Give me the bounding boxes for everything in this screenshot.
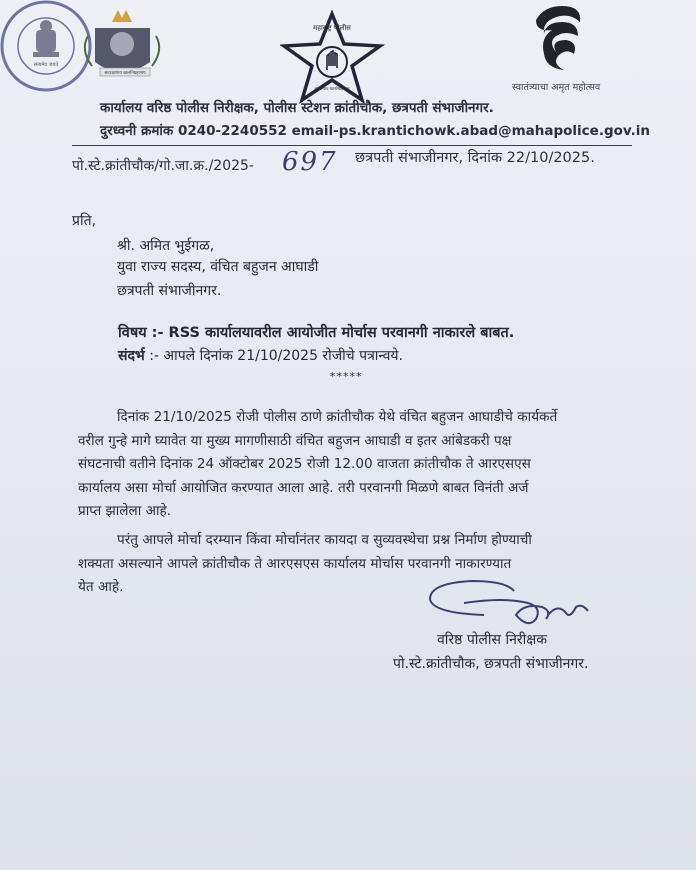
body-paragraph-1-line-3: संघटनाची वतीने दिनांक 24 ऑक्टोबर 2025 रोजी 12.00 वाजता क्रांतीचौक ते आरएसएस <box>78 456 531 472</box>
maharashtra-police-star-icon <box>280 10 385 105</box>
recipient-city: छत्रपती संभाजीनगर. <box>117 283 222 299</box>
svg-text:सद्रक्षणाय खलनिग्रहणाय: सद्रक्षणाय खलनिग्रहणाय <box>314 86 350 91</box>
signatory-station: पो.स्टे.क्रांतीचौक, छत्रपती संभाजीनगर. <box>393 656 589 672</box>
signatory-title: वरिष्ठ पोलीस निरीक्षक <box>437 632 547 648</box>
outward-number-handwritten: 697 <box>282 147 338 177</box>
azadi-amrit-mahotsav-logo <box>522 2 596 74</box>
amrit-mahotsav-caption: स्वातंत्र्याचा अमृत महोत्सव <box>512 82 601 93</box>
handwritten-signature <box>424 575 594 635</box>
subject-line <box>118 322 514 342</box>
place-and-date: छत्रपती संभाजीनगर, दिनांक 22/10/2025. <box>355 150 595 166</box>
reference-text: :- आपले दिनांक 21/10/2025 रोजीचे पत्रान्वये. <box>149 348 403 364</box>
reference-label: संदर्भ <box>118 348 145 364</box>
office-address-line: कार्यालय वरिष्ठ पोलीस निरीक्षक, पोलीस स्टेशन क्रांतीचौक, छत्रपती संभाजीनगर. <box>100 100 494 116</box>
svg-text:सदरक्षणाय खलनिग्रहणाय: सदरक्षणाय खलनिग्रहणाय <box>104 71 146 76</box>
body-paragraph-1-line-2: वरील गुन्हे मागे घ्यावेत या मुख्य मागणीसाठी वंचित बहुजन आघाडी व इतर आंबेडकरी पक्ष <box>78 433 512 449</box>
outward-reference-prefix: पो.स्टे.क्रांतीचौक/गो.जा.क्र./2025- <box>72 158 254 174</box>
body-paragraph-2-line-3: येत आहे. <box>78 579 124 595</box>
body-paragraph-1-line-1: दिनांक 21/10/2025 रोजी पोलीस ठाणे क्रांतीचौक येथे वंचित बहुजन आघाडीचे कार्यकर्ते <box>117 409 558 425</box>
police-station-seal-logo <box>0 0 175 110</box>
body-paragraph-2-line-1: परंतु आपले मोर्चा दरम्यान किंवा मोर्चानंतर कायदा व सुव्यवस्थेचा प्रश्न निर्माण होण्याची <box>117 532 532 548</box>
recipient-designation: युवा राज्य सदस्य, वंचित बहुजन आघाडी <box>117 259 319 275</box>
contact-line: दुरध्वनी क्रमांक 0240-2240552 email-ps.krantichowk.abad@mahapolice.gov.in <box>100 123 650 139</box>
subject-label: विषय <box>118 325 147 341</box>
svg-text:सत्यमेव जयते: सत्यमेव जयते <box>33 62 59 68</box>
reference-line <box>118 346 403 365</box>
body-paragraph-1-line-4: कार्यालय असा मोर्चा आयोजित करण्यात आला आहे. तरी परवानगी मिळणे बाबत विनंती अर्ज <box>78 480 529 496</box>
subject-text: :- RSS कार्यालयावरील आयोजीत मोर्चास परवानगी नाकारले बाबत. <box>151 325 515 341</box>
header-divider <box>72 145 632 146</box>
salutation-to: प्रति, <box>72 213 97 229</box>
svg-text:महाराष्ट्र पोलीस: महाराष्ट्र पोलीस <box>313 24 351 32</box>
separator-stars: ***** <box>330 370 363 383</box>
body-paragraph-1-line-5: प्राप्त झालेला आहे. <box>78 503 172 519</box>
recipient-name: श्री. अमित भुईगळ, <box>117 238 215 254</box>
body-paragraph-2-line-2: शक्यता असल्याने आपले क्रांतीचौक ते आरएसएस कार्यालय मोर्चास परवानगी नाकारण्यात <box>78 556 512 572</box>
